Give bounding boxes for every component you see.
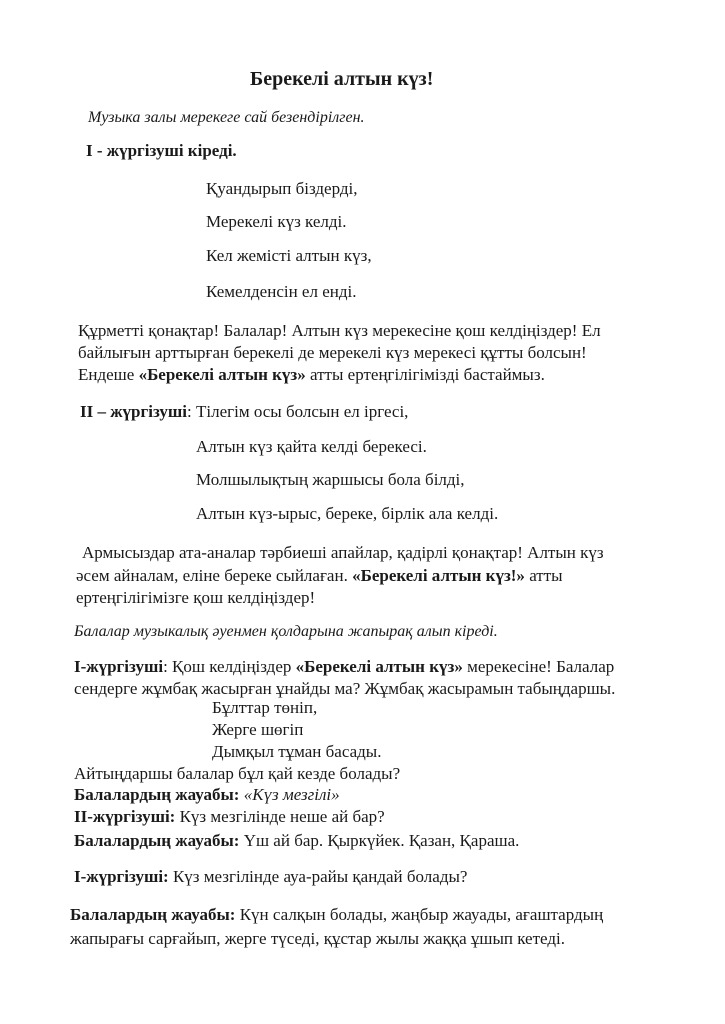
- para2-line: ертеңгілігімізге қош келдіңіздер!: [76, 588, 316, 607]
- host2-line: [80, 401, 408, 423]
- para1-line: [78, 364, 545, 386]
- para1-text: атты ертеңгілігімізді бастаймыз.: [305, 365, 545, 384]
- poem1-line: Қуандырып біздерді,: [206, 179, 358, 198]
- children-answer-label: Балалардың жауабы:: [74, 831, 240, 850]
- children-answer-label: Балалардың жауабы:: [74, 785, 240, 804]
- host2-label: ІІ – жүргізуші: [80, 402, 188, 421]
- para1-line: Құрметті қонақтар! Балалар! Алтын күз мерекесіне қош келдіңіздер! Ел: [78, 321, 601, 340]
- host1-label: І-жүргізуші:: [74, 867, 169, 886]
- document-title: Берекелі алтын күз!: [250, 68, 434, 90]
- dialogue1-line: сендерге жұмбақ жасырған ұнайды ма? Жұмбақ жасырамын табыңдаршы.: [74, 679, 616, 698]
- para1-line: байлығын арттырған берекелі де мерекелі күз мерекесі құтты болсын!: [78, 343, 587, 362]
- para2-text: атты: [524, 566, 563, 585]
- poem2-line: Молшылықтың жаршысы бола білді,: [196, 470, 465, 489]
- riddle-line: Бұлттар төніп,: [212, 698, 318, 717]
- host1-enters: І - жүргізуші кіреді.: [86, 141, 237, 160]
- intro-note: Музыка залы мерекеге сай безендірілген.: [88, 109, 365, 126]
- poem1-line: Кемелденсін ел енді.: [206, 282, 357, 301]
- answer2-line: [74, 830, 519, 852]
- para2-line: [76, 565, 563, 587]
- answer1-text: «Күз мезгілі»: [239, 785, 340, 804]
- host1-label: І-жүргізуші: [74, 657, 164, 676]
- poem1-line: Кел жемісті алтын күз,: [206, 246, 372, 265]
- event-name: «Берекелі алтын күз»: [138, 365, 306, 384]
- answer3-line: жапырағы сарғайып, жерге түседі, құстар жылы жаққа ұшып кетеді.: [70, 929, 565, 948]
- para2-text: әсем айналам, еліне береке сыйлаған.: [76, 566, 353, 585]
- event-name: «Берекелі алтын күз»: [295, 657, 463, 676]
- q3-text: Күз мезгілінде ауа-райы қандай болады?: [168, 867, 468, 886]
- riddle-question: Айтыңдаршы балалар бұл қай кезде болады?: [74, 764, 401, 783]
- q3-line: [74, 866, 467, 888]
- riddle-line: Жерге шөгіп: [212, 720, 304, 739]
- event-name: «Берекелі алтын күз!»: [352, 566, 525, 585]
- riddle-line: Дымқыл тұман басады.: [212, 742, 382, 761]
- dialogue1-text: мерекесіне! Балалар: [462, 657, 615, 676]
- poem1-line: Мерекелі күз келді.: [206, 212, 347, 231]
- answer2-text: Үш ай бар. Қыркүйек. Қазан, Қараша.: [239, 831, 520, 850]
- dialogue1-text: : Қош келдіңіздер: [163, 657, 296, 676]
- para2-line: Армысыздар ата-аналар тәрбиеші апайлар, қадірлі қонақтар! Алтын күз: [82, 543, 604, 562]
- answer3-line: [70, 904, 603, 926]
- answer3-text: Күн салқын болады, жаңбыр жауады, ағаштардың: [235, 905, 604, 924]
- dialogue1-line: [74, 656, 614, 678]
- children-answer-label: Балалардың жауабы:: [70, 905, 236, 924]
- stage-note: Балалар музыкалық әуенмен қолдарына жапырақ алып кіреді.: [74, 623, 498, 640]
- para1-text: Ендеше: [78, 365, 139, 384]
- poem2-first-line: : Тілегім осы болсын ел іргесі,: [187, 402, 409, 421]
- host2-label: ІІ-жүргізуші:: [74, 807, 176, 826]
- answer1-line: [74, 784, 340, 806]
- q2-text: Күз мезгілінде неше ай бар?: [175, 807, 385, 826]
- poem2-line: Алтын күз-ырыс, береке, бірлік ала келді.: [196, 504, 499, 523]
- poem2-line: Алтын күз қайта келді берекесі.: [196, 437, 427, 456]
- q2-line: [74, 806, 385, 828]
